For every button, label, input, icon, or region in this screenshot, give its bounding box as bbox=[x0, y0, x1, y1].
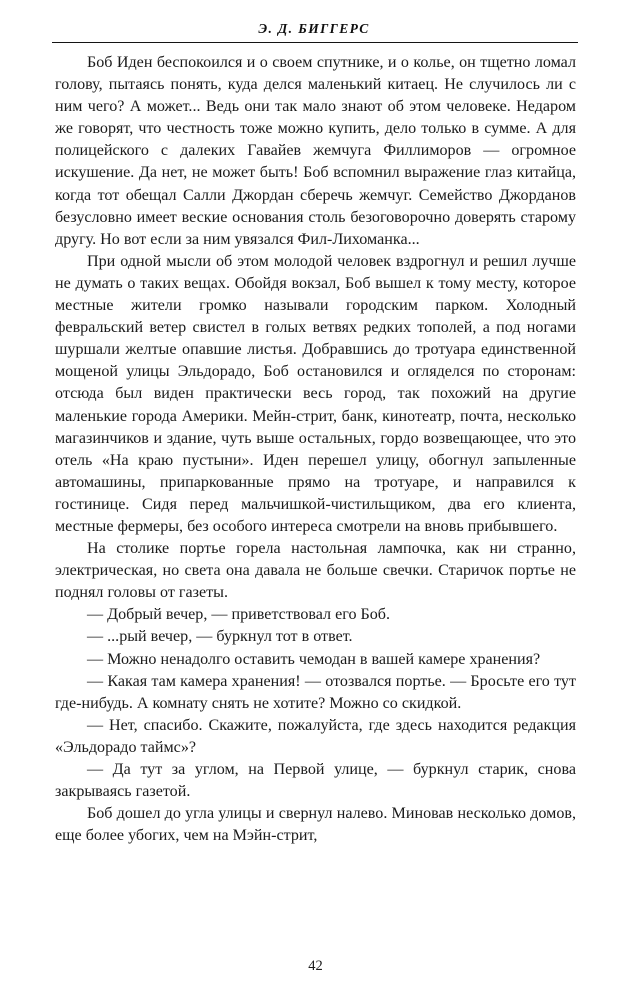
body-paragraph: Боб дошел до угла улицы и свернул налево. Миновав несколько домов, еще более убогих, чем на Мэйн-стрит, bbox=[55, 805, 576, 845]
dialogue-paragraph: — Добрый вечер, — приветствовал его Боб. bbox=[87, 606, 391, 624]
body-paragraph: На столике портье горела настольная лампочка, как ни странно, электрическая, но света она давала не больше свечки. Старичок портье не поднял головы от газеты. bbox=[55, 540, 576, 602]
body-paragraph: Боб Иден беспокоился и о своем спутнике, и о колье, он тщетно ломал голову, пытаясь понять, куда делся маленький китаец. Не случилось ли с ним чего? А может... Ведь они так мало знают об этом человеке. Недаром же говорят, что честность тоже можно купить, дело только в сумме. А для полицейского с далеких Гавайев жемчуга Филлиморов — огромное искушение. Да нет, не может быть! Боб вспомнил выражение глаз китайца, когда тот обещал Салли Джордан сберечь жемчуг. Семейство Джорданов безусловно имеет веские основания столь безоговорочно доверять старому другу. Но вот если за ним увязался Фил-Лихоманка... bbox=[55, 54, 576, 248]
dialogue-paragraph: — ...рый вечер, — буркнул тот в ответ. bbox=[87, 628, 353, 646]
dialogue-paragraph: — Да тут за углом, на Первой улице, — буркнул старик, снова закрываясь газетой. bbox=[55, 761, 576, 801]
header-rule bbox=[52, 42, 578, 43]
dialogue-paragraph: — Нет, спасибо. Скажите, пожалуйста, где здесь находится редакция «Эльдорадо таймс»? bbox=[55, 716, 576, 756]
dialogue-paragraph: — Какая там камера хранения! — отозвался портье. — Бросьте его тут где-нибудь. А комнату снять не хотите? Можно со скидкой. bbox=[55, 672, 576, 712]
page-number: 42 bbox=[308, 958, 323, 974]
body-text bbox=[55, 52, 576, 847]
body-paragraph: При одной мысли об этом молодой человек вздрогнул и решил лучше не думать о таких вещах. Обойдя вокзал, Боб вышел к тому месту, которое местные жители громко называли городским парком. Холодный февральский ветер свистел в голых ветвях редких тополей, а под ногами шуршали желтые опавшие листья. Добравшись до тротуара единственной мощеной улицы Эльдорадо, Боб остановился и огляделся по сторонам: отсюда был виден практически весь город, так похожий на другие маленькие города Америки. Мейн-стрит, банк, кинотеатр, почта, несколько магазинчиков и здание, чуть выше остальных, гордо возвещающее, что это отель «На краю пустыни». Иден перешел улицу, обогнул запыленные автомашины, припаркованные прямо на тротуаре, и направился к гостинице. Сидя перед мальчишкой-чистильщиком, два его клиента, местные фермеры, без особого интереса смотрели на вновь прибывшего. bbox=[55, 252, 576, 535]
running-head: Э. Д. БИГГЕРС bbox=[258, 21, 370, 36]
dialogue-paragraph: — Можно ненадолго оставить чемодан в вашей камере хранения? bbox=[87, 650, 541, 668]
